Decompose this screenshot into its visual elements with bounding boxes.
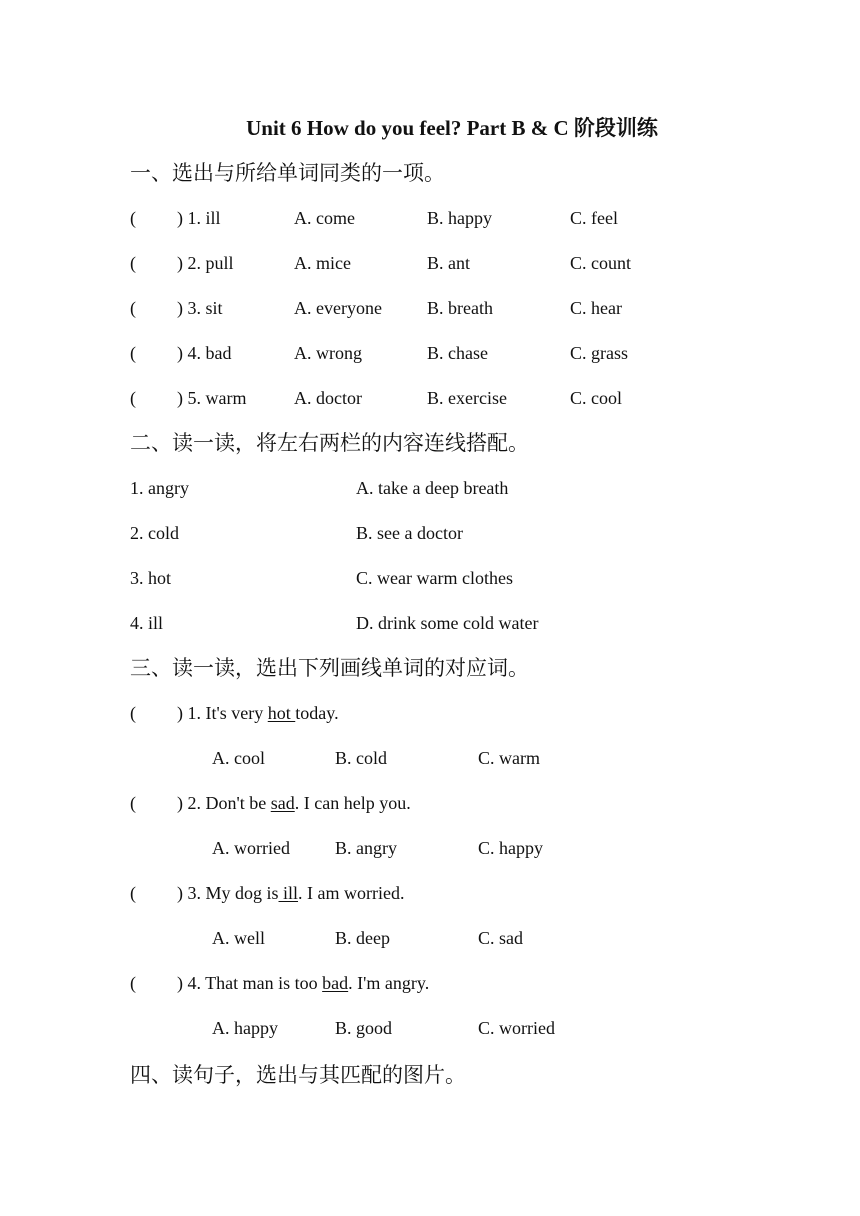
sentence: [177, 702, 339, 724]
underlined-word: ill: [278, 883, 299, 903]
option-a: A. worried: [212, 838, 290, 858]
option-c: C. worried: [478, 1018, 555, 1038]
match-right-item: C. wear warm clothes: [356, 568, 513, 588]
match-left-item: 4. ill: [130, 613, 164, 633]
sentence-pre: ) 2. Don't be: [177, 793, 271, 813]
sentence-post: today.: [295, 703, 339, 723]
answer-paren: (: [130, 793, 136, 813]
answer-paren: (: [130, 973, 136, 993]
option-a: A. well: [212, 928, 265, 948]
option-b: B. happy: [427, 208, 492, 228]
option-b: B. angry: [335, 838, 397, 858]
sentence: [177, 882, 405, 904]
option-a: A. wrong: [294, 343, 362, 363]
question-word: ) 4. bad: [177, 343, 232, 363]
option-a: A. doctor: [294, 388, 362, 408]
question-word: ) 5. warm: [177, 388, 247, 408]
sentence-pre: ) 1. It's very: [177, 703, 268, 723]
option-b: B. deep: [335, 928, 390, 948]
underlined-word: bad: [322, 973, 349, 993]
match-right-item: B. see a doctor: [356, 523, 463, 543]
sentence-post: . I can help you.: [294, 793, 411, 813]
sentence-post: . I am worried.: [298, 883, 405, 903]
answer-paren: (: [130, 343, 136, 363]
option-a: A. mice: [294, 253, 351, 273]
worksheet-title: Unit 6 How do you feel? Part B & C 阶段训练: [246, 116, 658, 140]
question-word: ) 3. sit: [177, 298, 223, 318]
question-word: ) 2. pull: [177, 253, 234, 273]
underlined-word: sad: [270, 793, 295, 813]
section1-heading: 一、选出与所给单词同类的一项。: [130, 161, 445, 185]
sentence: [177, 792, 411, 814]
answer-paren: (: [130, 703, 136, 723]
option-a: A. cool: [212, 748, 265, 768]
option-b: B. good: [335, 1018, 393, 1038]
option-c: C. count: [570, 253, 631, 273]
option-c: C. warm: [478, 748, 540, 768]
option-c: C. feel: [570, 208, 618, 228]
sentence-post: . I'm angry.: [348, 973, 430, 993]
option-a: A. happy: [212, 1018, 278, 1038]
option-c: C. hear: [570, 298, 622, 318]
option-c: C. grass: [570, 343, 628, 363]
question-word: ) 1. ill: [177, 208, 221, 228]
option-a: A. everyone: [294, 298, 382, 318]
answer-paren: (: [130, 298, 136, 318]
option-c: C. sad: [478, 928, 523, 948]
sentence: [177, 972, 429, 994]
answer-paren: (: [130, 208, 136, 228]
match-left-item: 2. cold: [130, 523, 179, 543]
section3-heading: 三、读一读，选出下列画线单词的对应词。: [130, 656, 529, 680]
answer-paren: (: [130, 388, 136, 408]
match-right-item: A. take a deep breath: [356, 478, 509, 498]
option-b: B. exercise: [427, 388, 507, 408]
option-c: C. cool: [570, 388, 622, 408]
option-b: B. breath: [427, 298, 493, 318]
match-left-item: 3. hot: [130, 568, 172, 588]
option-b: B. cold: [335, 748, 387, 768]
underlined-word: hot: [267, 703, 296, 723]
option-b: B. chase: [427, 343, 488, 363]
section4-heading: 四、读句子，选出与其匹配的图片。: [130, 1063, 466, 1087]
answer-paren: (: [130, 253, 136, 273]
sentence-pre: ) 4. That man is too: [177, 973, 323, 993]
match-right-item: D. drink some cold water: [356, 613, 539, 633]
option-c: C. happy: [478, 838, 543, 858]
answer-paren: (: [130, 883, 136, 903]
section2-heading: 二、读一读，将左右两栏的内容连线搭配。: [130, 431, 529, 455]
match-left-item: 1. angry: [130, 478, 189, 498]
sentence-pre: ) 3. My dog is: [177, 883, 279, 903]
option-b: B. ant: [427, 253, 470, 273]
option-a: A. come: [294, 208, 355, 228]
